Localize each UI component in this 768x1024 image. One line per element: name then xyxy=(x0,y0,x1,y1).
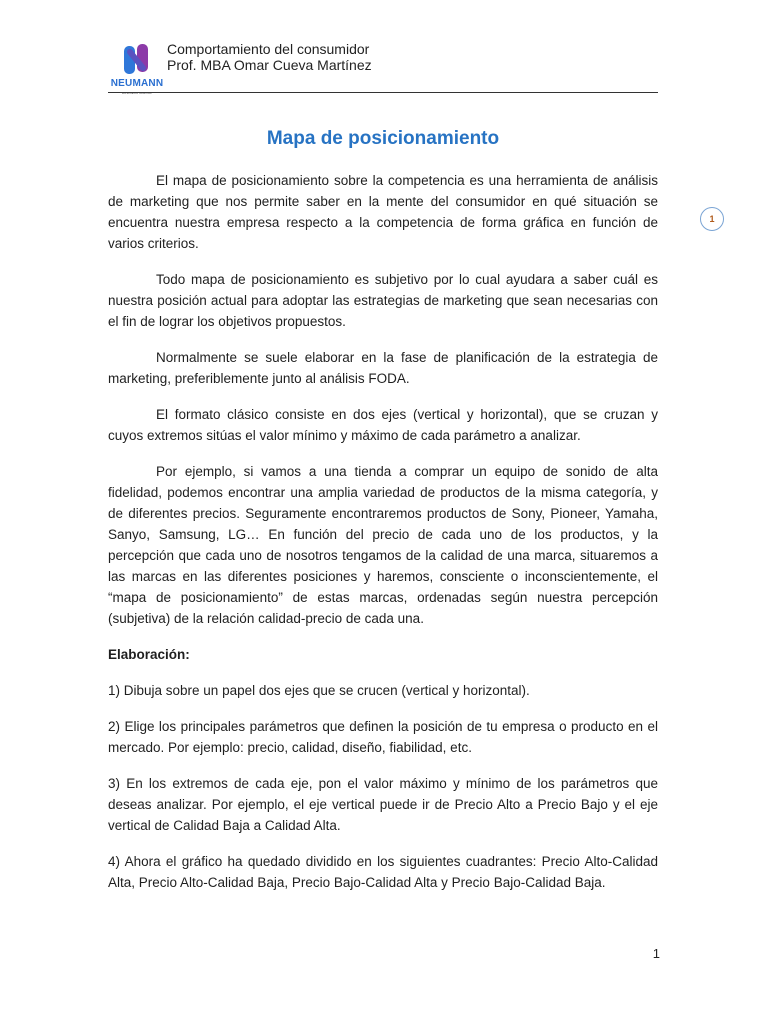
course-name: Comportamiento del consumidor xyxy=(167,41,370,57)
page-header xyxy=(108,40,658,96)
paragraph: El formato clásico consiste en dos ejes (vertical y horizontal), que se cruzan y cuyos extremos sitúas el valor mínimo y máximo de cada parámetro a analizar. xyxy=(108,407,658,443)
logo-subtext: BUSINESS SCHOOL xyxy=(121,91,153,95)
professor-name: Prof. MBA Omar Cueva Martínez xyxy=(167,57,372,73)
paragraph: El mapa de posicionamiento sobre la competencia es una herramienta de análisis de marketing que nos permite saber en la mente del consumidor en qué situación se encuentra nuestra empresa respecto a la competencia de forma gráfica en función de varios criterios. xyxy=(108,173,658,251)
paragraph: Todo mapa de posicionamiento es subjetivo por lo cual ayudara a saber cuál es nuestra posición actual para adoptar las estrategias de marketing que sean necesarias con el fin de lograr los objetivos propuestos. xyxy=(108,272,658,329)
neumann-logo xyxy=(108,42,166,94)
document-title: Mapa de posicionamiento xyxy=(266,128,500,149)
header-divider xyxy=(108,92,658,93)
document-body xyxy=(108,170,658,908)
header-text xyxy=(167,41,372,73)
neumann-logo-icon xyxy=(108,42,166,80)
paragraph: Por ejemplo, si vamos a una tienda a comprar un equipo de sonido de alta fidelidad, podemos encontrar una amplia variedad de productos de la misma categoría, y de diferentes precios. Seguramente encontraremos productos de Sony, Pioneer, Yamaha, Sanyo, Samsung, LG… En función del precio de cada uno de los productos, y la percepción que cada uno de nosotros tengamos de la calidad de una marca, situaremos a las marcas en las diferentes posiciones y haremos, consciente o inconscientemente, el “mapa de posicionamiento” de estas marcas, ordenadas según nuestra percepción (subjetiva) de la relación calidad-precio de cada una. xyxy=(108,464,658,626)
step-item: 3) En los extremos de cada eje, pon el valor máximo y mínimo de los parámetros que deseas analizar. Por ejemplo, el eje vertical puede ir de Precio Alto a Precio Bajo y el eje vertical de Calidad Baja a Calidad Alta. xyxy=(108,776,658,833)
step-item: 2) Elige los principales parámetros que definen la posición de tu empresa o producto en el mercado. Por ejemplo: precio, calidad, diseño, fiabilidad, etc. xyxy=(108,719,658,755)
section-heading: Elaboración: xyxy=(108,647,190,662)
page-badge[interactable]: 1 xyxy=(700,207,724,231)
logo-text: NEUMANN xyxy=(110,78,164,89)
page-number: 1 xyxy=(652,946,660,961)
paragraph: Normalmente se suele elaborar en la fase de planificación de la estrategia de marketing, preferiblemente junto al análisis FODA. xyxy=(108,350,658,386)
step-item: 1) Dibuja sobre un papel dos ejes que se crucen (vertical y horizontal). xyxy=(108,683,530,698)
step-item: 4) Ahora el gráfico ha quedado dividido en los siguientes cuadrantes: Precio Alto-Calidad Alta, Precio Alto-Calidad Baja, Precio Bajo-Calidad Alta y Precio Bajo-Calidad Baja. xyxy=(108,854,658,890)
